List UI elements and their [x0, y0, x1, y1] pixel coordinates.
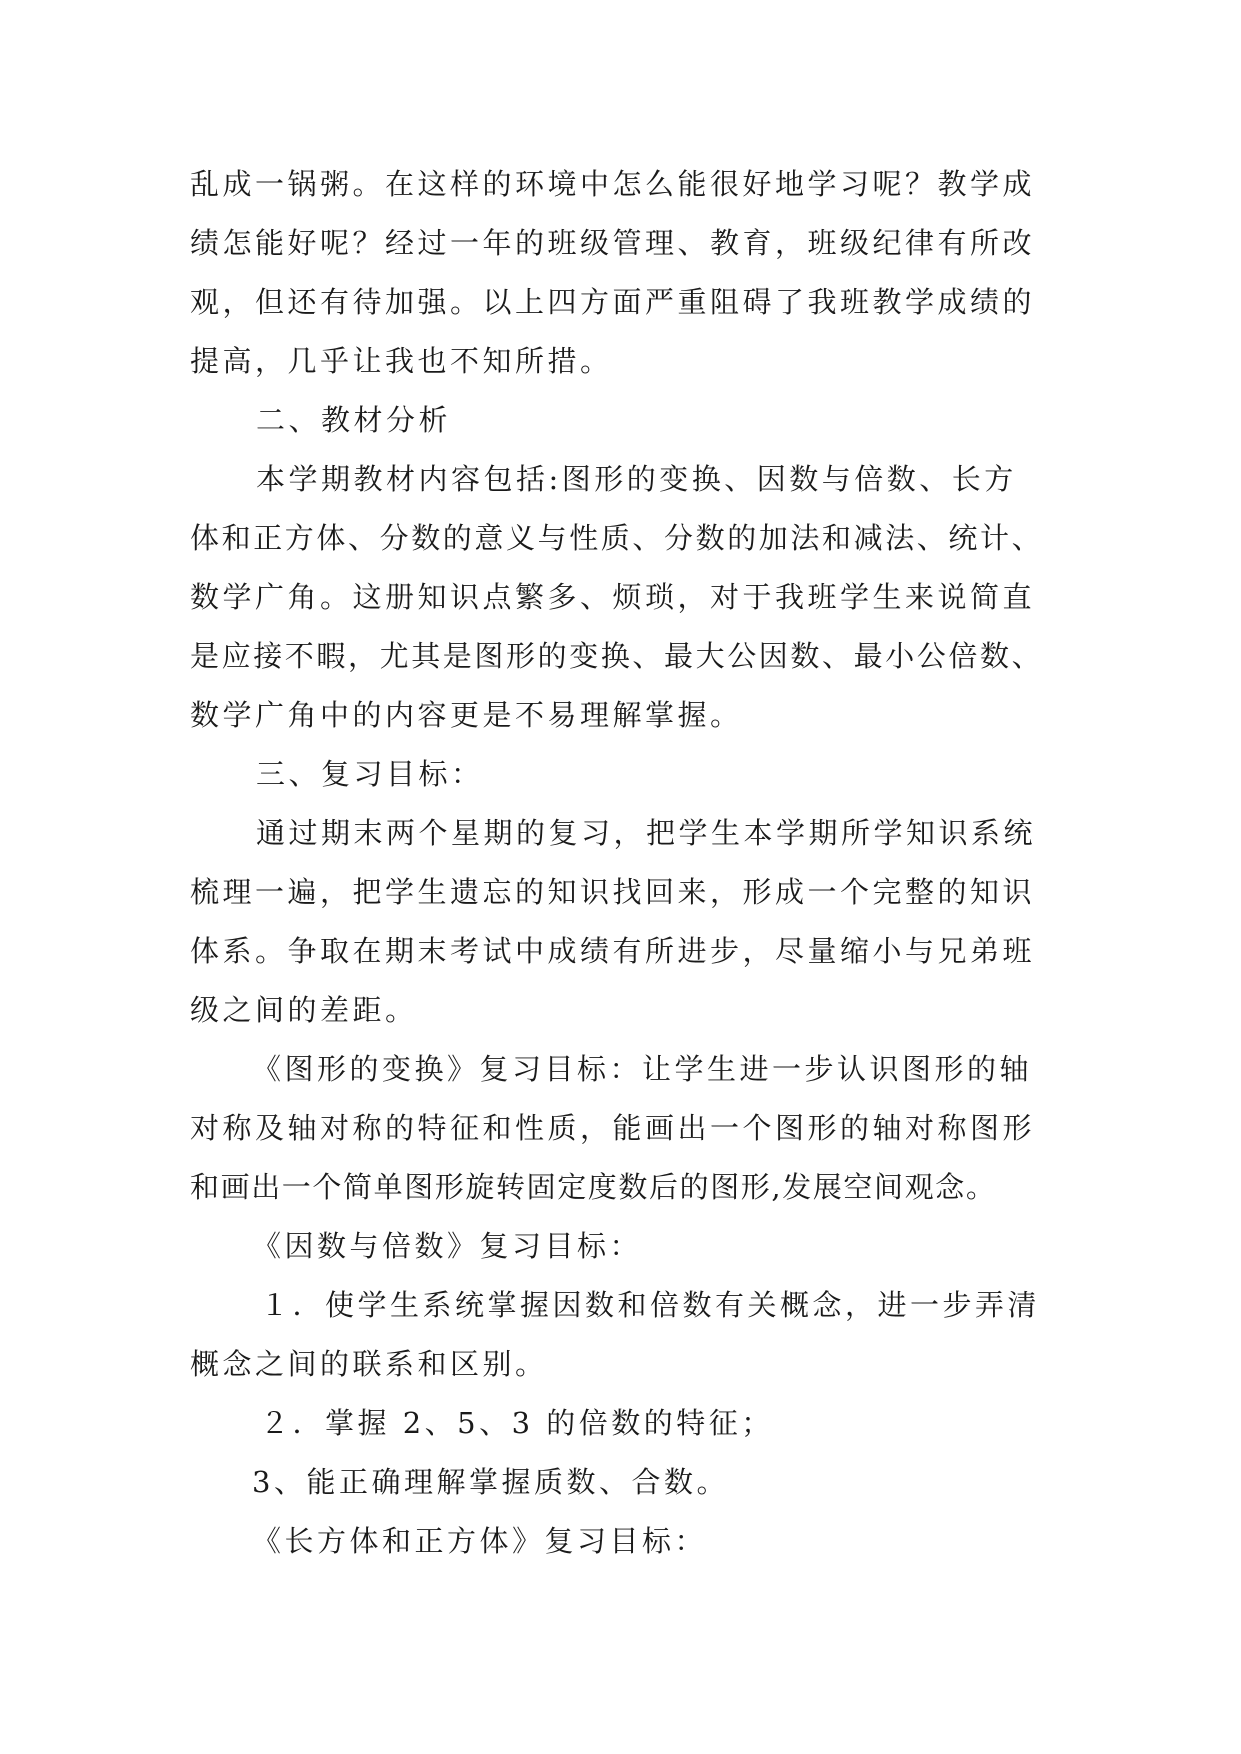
- paragraph-line: 概念之间的联系和区别。: [190, 1347, 548, 1381]
- paragraph-line: 观，但还有待加强。以上四方面严重阻碍了我班教学成绩的: [190, 285, 1036, 319]
- paragraph-line: 《图形的变换》复习目标：让学生进一步认识图形的轴: [252, 1052, 1033, 1086]
- paragraph-line: 对称及轴对称的特征和性质，能画出一个图形的轴对称图形: [190, 1111, 1036, 1145]
- paragraph-line: 乱成一锅粥。在这样的环境中怎么能很好地学习呢？教学成: [190, 167, 1036, 201]
- paragraph-line: 提高，几乎让我也不知所措。: [190, 344, 613, 378]
- section-heading: 二、教材分析: [256, 403, 452, 437]
- subsection-heading: 《因数与倍数》复习目标：: [252, 1229, 643, 1263]
- paragraph-line: 是应接不暇，尤其是图形的变换、最大公因数、最小公倍数、: [190, 639, 1044, 673]
- list-item: １．使学生系统掌握因数和倍数有关概念，进一步弄清: [260, 1288, 1041, 1322]
- paragraph-line: 级之间的差距。: [190, 993, 418, 1027]
- paragraph-line: 通过期末两个星期的复习，把学生本学期所学知识系统: [256, 816, 1037, 850]
- body-text: [190, 155, 1090, 1571]
- paragraph-line: 本学期教材内容包括:图形的变换、因数与倍数、长方: [256, 462, 1017, 496]
- paragraph-line: 体系。争取在期末考试中成绩有所进步，尽量缩小与兄弟班: [190, 934, 1036, 968]
- paragraph-line: 体和正方体、分数的意义与性质、分数的加法和减法、统计、: [190, 521, 1044, 555]
- list-item: 3、能正确理解掌握质数、合数。: [252, 1465, 729, 1499]
- paragraph-line: 和画出一个简单图形旋转固定度数后的图形,发展空间观念。: [190, 1170, 997, 1204]
- paragraph-line: 绩怎能好呢？经过一年的班级管理、教育，班级纪律有所改: [190, 226, 1036, 260]
- subsection-heading: 《长方体和正方体》复习目标：: [252, 1524, 708, 1558]
- list-item: ２．掌握 2、5、3 的倍数的特征；: [260, 1406, 774, 1440]
- paragraph-line: 数学广角。这册知识点繁多、烦琐，对于我班学生来说简直: [190, 580, 1036, 614]
- paragraph-line: 梳理一遍，把学生遗忘的知识找回来，形成一个完整的知识: [190, 875, 1036, 909]
- section-heading: 三、复习目标：: [256, 757, 484, 791]
- paragraph-line: 数学广角中的内容更是不易理解掌握。: [190, 698, 743, 732]
